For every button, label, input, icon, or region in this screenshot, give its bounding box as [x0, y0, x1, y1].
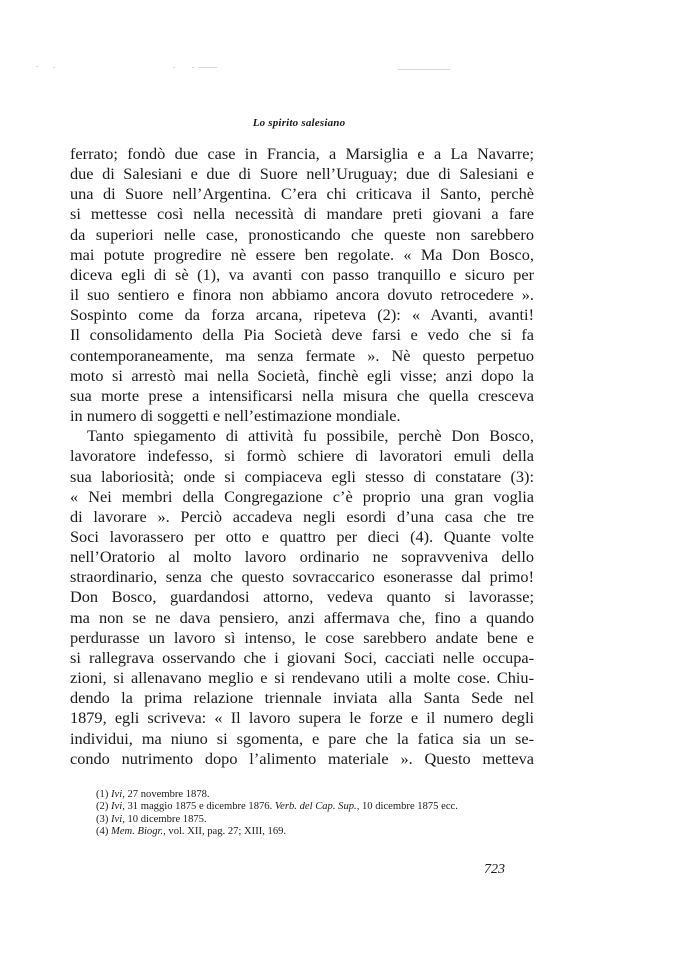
- footnote-source: Mem. Biogr.,: [111, 826, 166, 838]
- text-line: sua morte prese a intensificarsi nella misura che quella cresceva: [70, 385, 534, 405]
- scan-artifacts: [0, 66, 691, 70]
- footnote-mark: (4): [96, 826, 109, 838]
- footnote-text: 31 maggio 1875 e dicembre 1876.: [124, 801, 275, 813]
- text-line: moto si arrestò mai nella Società, finchè egli visse; anzi dopo la: [70, 365, 534, 385]
- text-line: da superiori nelle case, pronosticando che queste non sarebbero: [70, 224, 534, 244]
- text-line: Don Bosco, guardandosi attorno, vedeva quanto si lavorasse;: [70, 587, 534, 607]
- text-line: Il consolidamento della Pia Società deve farsi e vedo che si fa: [70, 325, 534, 345]
- text-line: contemporaneamente, ma senza fermate ». Nè questo perpetuo: [70, 345, 534, 365]
- text-line: ma non se ne dava pensiero, anzi affermava che, fino a quando: [70, 607, 534, 627]
- text-line: nell’Oratorio al molto lavoro ordinario ne sopravveniva dello: [70, 547, 534, 567]
- footnote-2: [96, 801, 536, 813]
- text-line: zioni, si allenavano meglio e si rendevano utili a molte cose. Chiu-: [70, 668, 534, 688]
- text-line: ferrato; fondò due case in Francia, a Marsiglia e a La Navarre;: [70, 144, 534, 163]
- text-line: Sospinto come da forza arcana, ripeteva (2): « Avanti, avanti!: [70, 305, 534, 325]
- footnote-source: Ivi,: [111, 813, 125, 825]
- text-line-paragraph-start: Tanto spiegamento di attività fu possibile, perchè Don Bosco,: [87, 426, 534, 446]
- text-line-paragraph-end: in numero di soggetti e nell’estimazione mondiale.: [70, 406, 401, 426]
- text-line: si mettesse così nella necessità di mandare preti giovani a fare: [70, 204, 534, 224]
- footnote-source-secondary: Verb. del Cap. Sup.,: [274, 801, 360, 813]
- text-line: dendo la prima relazione triennale inviata alla Santa Sede nel: [70, 688, 534, 708]
- footnote-text: 10 dicembre 1875.: [124, 813, 207, 825]
- text-line: lavoratore indefesso, si formò schiere di lavoratori emuli della: [70, 446, 534, 466]
- text-line: individui, ma niuno si sgomenta, e pare che la fatica sia un se-: [70, 728, 534, 748]
- text-line: condo nutrimento dopo l’alimento materiale ». Questo metteva: [70, 748, 534, 768]
- text-line: diceva egli di sè (1), va avanti con passo tranquillo e sicuro per: [70, 264, 534, 284]
- text-line: perdurasse un lavoro sì intenso, le cose sarebbero andate bene e: [70, 627, 534, 647]
- footnotes: [96, 789, 536, 839]
- text-line: si rallegrava osservando che i giovani Soci, cacciati nelle occupa-: [70, 647, 534, 667]
- footnote-1: [96, 789, 536, 801]
- footnote-mark: (3): [96, 813, 109, 825]
- footnote-text-secondary: 10 dicembre 1875 ecc.: [359, 801, 458, 813]
- text-line: una di Suore nell’Argentina. C’era chi criticava il Santo, perchè: [70, 184, 534, 204]
- footnote-text: 27 novembre 1878.: [124, 789, 210, 800]
- text-line: 1879, egli scriveva: « Il lavoro supera le forze e il numero degli: [70, 708, 534, 728]
- running-head: Lo spirito salesiano: [252, 117, 346, 129]
- text-line: di lavorare ». Perciò accadeva negli esordi d’una casa che tre: [70, 506, 534, 526]
- text-line: straordinario, senza che questo sovraccarico esonerasse dal primo!: [70, 567, 534, 587]
- footnote-mark: (1): [96, 789, 109, 800]
- text-line: sua laboriosità; onde si compiaceva egli stesso di constatare (3):: [70, 466, 534, 486]
- footnote-source: Ivi,: [111, 801, 125, 813]
- footnote-source: Ivi,: [111, 789, 125, 800]
- text-line: il suo sentiero e finora non abbiamo ancora dovuto retrocedere ».: [70, 285, 534, 305]
- footnote-mark: (2): [96, 801, 109, 813]
- text-line: mai potute progredire nè essere ben regolate. « Ma Don Bosco,: [70, 244, 534, 264]
- text-line: « Nei membri della Congregazione c’è proprio una gran voglia: [70, 486, 534, 506]
- body-text: [70, 144, 534, 769]
- page-number: 723: [484, 862, 505, 877]
- footnote-text: vol. XII, pag. 27; XIII, 169.: [165, 826, 287, 838]
- text-line: due di Salesiani e due di Suore nell’Uruguay; due di Salesiani e: [70, 164, 534, 184]
- footnote-3: [96, 814, 536, 826]
- footnote-4: [96, 826, 536, 838]
- text-line: Soci lavorassero per otto e quattro per dieci (4). Quante volte: [70, 526, 534, 546]
